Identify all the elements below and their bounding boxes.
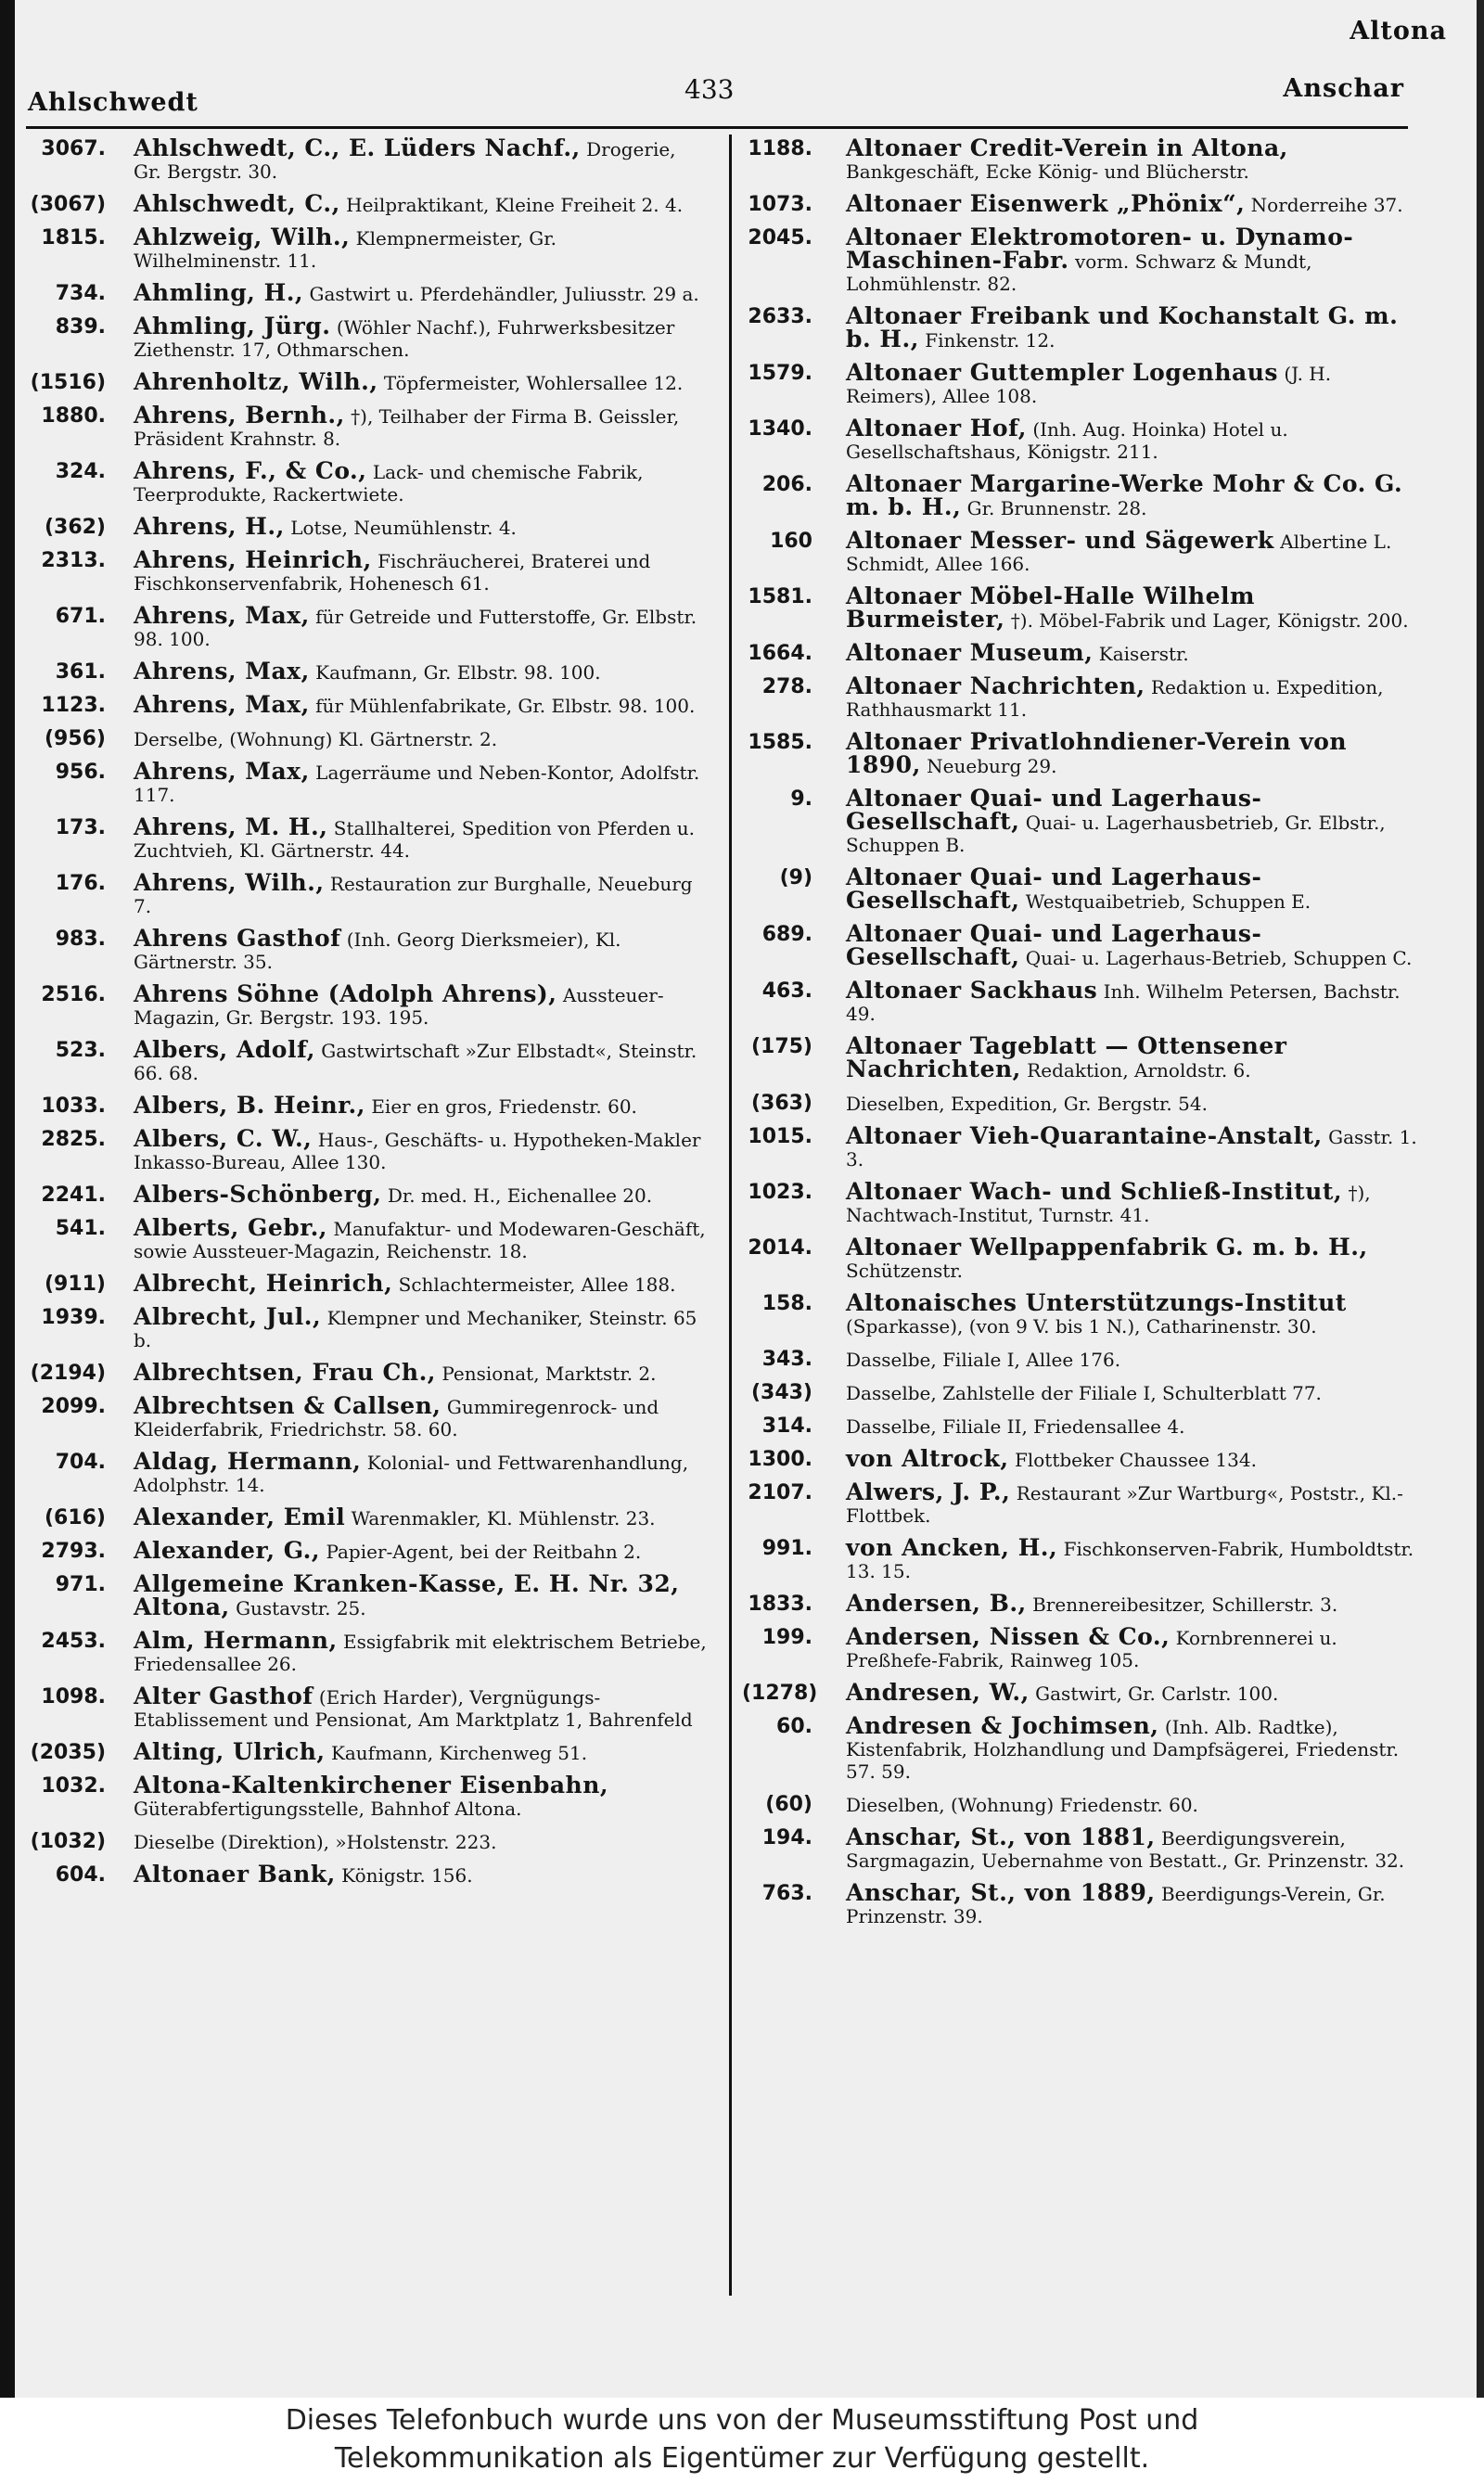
directory-entry xyxy=(742,639,1419,666)
subscriber-name: Ahrens Söhne (Adolph Ahrens), xyxy=(134,980,557,1007)
directory-entry xyxy=(742,1826,1419,1872)
subscriber-name: Altonaer Freibank und Kochanstalt G. m. b. H., xyxy=(846,302,1399,352)
phone-number: 671. xyxy=(55,605,106,628)
directory-entry xyxy=(742,582,1419,633)
directory-entry xyxy=(742,470,1419,520)
directory-entry xyxy=(22,457,709,506)
phone-number: 956. xyxy=(55,761,106,784)
directory-entry xyxy=(22,1214,709,1262)
directory-entry xyxy=(742,1793,1419,1816)
subscriber-name: Altonaer Sackhaus xyxy=(846,977,1098,1004)
subscriber-name: von Ancken, H., xyxy=(846,1534,1058,1561)
directory-entry xyxy=(22,660,709,684)
subscriber-name: Altonaer Wellpappenfabrik G. m. b. H., xyxy=(846,1234,1368,1261)
phone-number: 158. xyxy=(761,1292,812,1315)
directory-entry xyxy=(742,1289,1419,1337)
directory-entry xyxy=(742,1623,1419,1671)
left-column xyxy=(22,134,709,1897)
subscriber-name: Albers-Schönberg, xyxy=(134,1181,382,1208)
directory-entry xyxy=(22,758,709,806)
subscriber-name: Albers, Adolf, xyxy=(134,1036,315,1063)
subscriber-name: Altonaisches Unterstützungs-Institut xyxy=(846,1289,1347,1316)
subscriber-name: Ahrenholtz, Wilh., xyxy=(134,368,378,395)
subscriber-name: Altonaer Wach- und Schließ-Institut, xyxy=(846,1178,1343,1205)
phone-number: 1300. xyxy=(748,1448,812,1471)
subscriber-name: Altonaer Guttempler Logenhaus xyxy=(846,359,1278,386)
directory-entry xyxy=(742,1122,1419,1171)
subscriber-details: Brennereibesitzer, Schillerstr. 3. xyxy=(1032,1593,1338,1616)
phone-number: 2825. xyxy=(41,1128,106,1151)
subscriber-details: Eier en gros, Friedenstr. 60. xyxy=(371,1095,637,1118)
subscriber-details: Finkenstr. 12. xyxy=(925,329,1055,352)
phone-number: (616) xyxy=(44,1506,106,1529)
subscriber-name: Ahmling, H., xyxy=(134,279,304,306)
directory-entry xyxy=(22,727,709,750)
phone-number: (175) xyxy=(750,1035,812,1058)
subscriber-details: Essigfabrik mit elektrischem Betriebe, Friedensallee 26. xyxy=(134,1631,707,1675)
subscriber-name: Ahrens, F., & Co., xyxy=(134,457,367,484)
phone-number: 1833. xyxy=(748,1593,812,1616)
subscriber-name: Altonaer Quai- und Lagerhaus-Gesellschaft, xyxy=(846,864,1262,914)
phone-number: 60. xyxy=(776,1715,812,1738)
phone-number: 463. xyxy=(761,979,812,1003)
phone-number: (60) xyxy=(765,1793,812,1816)
phone-number: 1815. xyxy=(41,226,106,250)
subscriber-details: Gastwirt u. Pferdehändler, Juliusstr. 29 a. xyxy=(309,283,699,305)
subscriber-name: Altonaer Credit-Verein in Altona, xyxy=(846,134,1288,161)
directory-entry xyxy=(742,417,1419,463)
subscriber-details: Inh. Wilhelm Petersen, Bachstr. 49. xyxy=(846,980,1401,1025)
subscriber-name: Ahrens, Bernh., xyxy=(134,402,345,429)
phone-number: 2313. xyxy=(41,549,106,572)
phone-number: 199. xyxy=(761,1626,812,1649)
subscriber-details: Restauration zur Burghalle, Neueburg 7. xyxy=(134,873,693,917)
phone-number: 160 xyxy=(770,530,812,553)
subscriber-details: (Wöhler Nachf.), Fuhrwerksbesitzer Ziethenstr. 17, Othmarschen. xyxy=(134,316,675,361)
subscriber-name: Albrechtsen & Callsen, xyxy=(134,1392,441,1419)
phone-number: 1023. xyxy=(748,1181,812,1204)
subscriber-name: Altonaer Quai- und Lagerhaus-Gesellschaft, xyxy=(846,920,1262,970)
phone-number: 541. xyxy=(55,1217,106,1240)
subscriber-details: Dasselbe, Filiale II, Friedensallee 4. xyxy=(846,1415,1185,1438)
subscriber-details: Gustavstr. 25. xyxy=(236,1597,366,1619)
subscriber-details: Stallhalterei, Spedition von Pferden u. Zuchtvieh, Kl. Gärtnerstr. 44. xyxy=(134,817,696,862)
subscriber-details: Kaufmann, Gr. Elbstr. 98. 100. xyxy=(315,661,601,684)
subscriber-details: Kaiserstr. xyxy=(1098,643,1189,665)
subscriber-details: Heilpraktikant, Kleine Freiheit 2. 4. xyxy=(346,194,684,216)
subscriber-name: Altonaer Vieh-Quarantaine-Anstalt, xyxy=(846,1122,1323,1149)
subscriber-details: Haus-, Geschäfts- u. Hypotheken-Makler Inkasso-Bureau, Allee 130. xyxy=(134,1129,701,1173)
subscriber-details: für Mühlenfabrikate, Gr. Elbstr. 98. 100. xyxy=(315,695,696,717)
subscriber-name: Allgemeine Kranken-Kasse, E. H. Nr. 32, Altona, xyxy=(134,1570,680,1620)
subscriber-details: Töpfermeister, Wohlersallee 12. xyxy=(383,372,684,394)
phone-number: 1581. xyxy=(748,585,812,608)
subscriber-details: (Sparkasse), (von 9 V. bis 1 N.), Catharinenstr. 30. xyxy=(846,1315,1317,1337)
phone-number: 604. xyxy=(55,1863,106,1887)
directory-entry xyxy=(742,1590,1419,1617)
phone-number: 314. xyxy=(761,1414,812,1438)
subscriber-details: Kornbrennerei u. Preßhefe-Fabrik, Rainweg 105. xyxy=(846,1627,1337,1671)
phone-number: (956) xyxy=(44,727,106,750)
directory-entry xyxy=(742,527,1419,575)
subscriber-name: Albers, B. Heinr., xyxy=(134,1092,365,1119)
directory-entry xyxy=(22,1627,709,1675)
directory-entry xyxy=(742,359,1419,407)
subscriber-details: (Erich Harder), Vergnügungs-Etablissement und Pensionat, Am Marktplatz 1, Bahrenfeld xyxy=(134,1686,693,1731)
header-rule xyxy=(26,126,1408,129)
phone-number: (363) xyxy=(750,1092,812,1115)
phone-number: 206. xyxy=(761,473,812,496)
phone-number: 343. xyxy=(761,1348,812,1371)
subscriber-details: Königstr. 156. xyxy=(341,1864,473,1887)
subscriber-name: Altonaer Privatlohndiener-Verein von 1890, xyxy=(846,728,1348,778)
phone-number: 1939. xyxy=(41,1306,106,1329)
directory-entry xyxy=(742,302,1419,352)
right-column xyxy=(742,134,1419,1938)
subscriber-details: Flottbeker Chaussee 134. xyxy=(1014,1449,1257,1471)
phone-number: 361. xyxy=(55,660,106,684)
subscriber-details: Drogerie, Gr. Bergstr. 30. xyxy=(134,138,676,183)
directory-entry xyxy=(22,279,709,306)
subscriber-name: Anschar, St., von 1881, xyxy=(846,1824,1156,1850)
subscriber-name: Alter Gasthof xyxy=(134,1683,313,1709)
directory-entry xyxy=(22,1125,709,1173)
directory-entry xyxy=(742,1178,1419,1226)
directory-entry xyxy=(742,1236,1419,1282)
phone-number: 991. xyxy=(761,1537,812,1560)
directory-entry xyxy=(742,190,1419,217)
directory-entry xyxy=(22,1094,709,1118)
directory-entry xyxy=(742,979,1419,1025)
directory-entry xyxy=(742,866,1419,913)
phone-number: 1098. xyxy=(41,1685,106,1709)
subscriber-name: Alexander, Emil xyxy=(134,1504,346,1530)
directory-entry xyxy=(22,404,709,450)
phone-number: (343) xyxy=(750,1381,812,1404)
phone-number: 1340. xyxy=(748,417,812,441)
page-number: 433 xyxy=(684,74,735,105)
subscriber-name: Altonaer Elektromotoren- u. Dynamo-Maschinen-Fabr. xyxy=(846,224,1354,274)
subscriber-details: Norderreihe 37. xyxy=(1250,194,1403,216)
subscriber-details: Quai- u. Lagerhaus-Betrieb, Schuppen C. xyxy=(1025,947,1413,969)
directory-entry xyxy=(22,1270,709,1297)
phone-number: 2099. xyxy=(41,1395,106,1418)
directory-entry xyxy=(22,134,709,183)
subscriber-details: †). Möbel-Fabrik und Lager, Königstr. 200. xyxy=(1010,609,1409,632)
directory-entry xyxy=(742,226,1419,295)
subscriber-details: Güterabfertigungsstelle, Bahnhof Altona. xyxy=(134,1798,522,1820)
directory-entry xyxy=(22,546,709,595)
subscriber-details: Pensionat, Marktstr. 2. xyxy=(441,1363,657,1385)
subscriber-details: †), Teilhaber der Firma B. Geissler, Präsident Krahnstr. 8. xyxy=(134,405,680,450)
subscriber-details: Manufaktur- und Modewaren-Geschäft, sowie Aussteuer-Magazin, Reichenstr. 18. xyxy=(134,1218,706,1262)
directory-entry xyxy=(22,1036,709,1084)
directory-entry xyxy=(742,1445,1419,1472)
phone-number: 324. xyxy=(55,460,106,483)
subscriber-name: Aldag, Hermann, xyxy=(134,1448,362,1475)
subscriber-details: (Inh. Aug. Hoinka) Hotel u. Gesellschaftshaus, Königstr. 211. xyxy=(846,418,1288,463)
directory-entry xyxy=(22,1738,709,1765)
subscriber-name: Altonaer Hof, xyxy=(846,415,1027,442)
phone-number: 1032. xyxy=(41,1774,106,1798)
phone-number: 278. xyxy=(761,675,812,698)
subscriber-details: (J. H. Reimers), Allee 108. xyxy=(846,363,1332,407)
subscriber-name: Alexander, G., xyxy=(134,1537,321,1564)
subscriber-details: Restaurant »Zur Wartburg«, Poststr., Kl.-Flottbek. xyxy=(846,1482,1403,1527)
directory-entry xyxy=(22,869,709,917)
directory-entry xyxy=(22,925,709,973)
phone-number: 176. xyxy=(55,872,106,895)
phone-number: 2633. xyxy=(748,305,812,328)
directory-entry xyxy=(742,134,1419,183)
directory-entry xyxy=(742,787,1419,856)
directory-entry xyxy=(742,1092,1419,1115)
subscriber-name: Alm, Hermann, xyxy=(134,1627,338,1654)
subscriber-details: Dasselbe, Zahlstelle der Filiale I, Schulterblatt 77. xyxy=(846,1382,1322,1404)
directory-entry xyxy=(742,1032,1419,1082)
subscriber-details: für Getreide und Futterstoffe, Gr. Elbstr. 98. 100. xyxy=(134,606,697,650)
subscriber-name: von Altrock, xyxy=(846,1445,1009,1472)
subscriber-name: Altonaer Tageblatt — Ottensener Nachrichten, xyxy=(846,1032,1287,1082)
subscriber-details: Albertine L. Schmidt, Allee 166. xyxy=(846,531,1392,575)
subscriber-details: Kaufmann, Kirchenweg 51. xyxy=(330,1742,588,1764)
subscriber-details: Dieselben, (Wohnung) Friedenstr. 60. xyxy=(846,1794,1198,1816)
directory-entry xyxy=(742,1679,1419,1706)
subscriber-name: Alting, Ulrich, xyxy=(134,1738,326,1765)
subscriber-name: Altonaer Eisenwerk „Phönix“, xyxy=(846,190,1246,217)
phone-number: 2241. xyxy=(41,1184,106,1207)
phone-number: 1188. xyxy=(748,137,812,160)
subscriber-name: Albrecht, Heinrich, xyxy=(134,1270,393,1297)
subscriber-details: Klempner und Mechaniker, Steinstr. 65 b. xyxy=(134,1307,697,1351)
subscriber-name: Alberts, Gebr., xyxy=(134,1214,328,1241)
directory-entry xyxy=(22,1830,709,1853)
directory-entry xyxy=(742,1348,1419,1371)
subscriber-details: Fischkonserven-Fabrik, Humboldtstr. 13. 15. xyxy=(846,1538,1414,1582)
subscriber-details: Lotse, Neumühlenstr. 4. xyxy=(290,517,517,539)
footer-line-2: Telekommunikation als Eigentümer zur Verfügung gestellt. xyxy=(334,2442,1150,2475)
phone-number: 2107. xyxy=(748,1481,812,1504)
subscriber-name: Altonaer Messer- und Sägewerk xyxy=(846,527,1274,554)
subscriber-details: Lagerräume und Neben-Kontor, Adolfstr. 117. xyxy=(134,762,700,806)
subscriber-name: Ahlschwedt, C., E. Lüders Nachf., xyxy=(134,134,581,161)
subscriber-name: Altonaer Margarine-Werke Mohr & Co. G. m. b. H., xyxy=(846,470,1403,520)
phone-number: (9) xyxy=(779,866,812,890)
directory-entry xyxy=(22,315,709,361)
subscriber-name: Ahrens, Max, xyxy=(134,658,310,685)
subscriber-name: Altonaer Quai- und Lagerhaus-Gesellschaft, xyxy=(846,785,1262,835)
phone-number: 689. xyxy=(761,923,812,946)
phone-number: 2516. xyxy=(41,983,106,1006)
directory-entry xyxy=(22,602,709,650)
phone-number: (2035) xyxy=(30,1741,106,1764)
phone-number: 2453. xyxy=(41,1630,106,1653)
phone-number: (1278) xyxy=(742,1682,818,1705)
phone-number: (1032) xyxy=(30,1830,106,1853)
directory-entry xyxy=(22,368,709,395)
subscriber-details: Redaktion, Arnoldstr. 6. xyxy=(1027,1059,1251,1082)
subscriber-details: Derselbe, (Wohnung) Kl. Gärtnerstr. 2. xyxy=(134,728,498,750)
directory-entry xyxy=(22,513,709,540)
phone-number: 1664. xyxy=(748,642,812,665)
subscriber-details: Dr. med. H., Eichenallee 20. xyxy=(387,1184,653,1207)
subscriber-name: Andresen, W., xyxy=(846,1679,1030,1706)
subscriber-details: Beerdigungs-Verein, Gr. Prinzenstr. 39. xyxy=(846,1883,1386,1927)
directory-entry xyxy=(742,728,1419,778)
directory-entry xyxy=(22,1863,709,1887)
subscriber-details: Beerdigungsverein, Sargmagazin, Uebernahme von Bestatt., Gr. Prinzenstr. 32. xyxy=(846,1827,1405,1872)
directory-entry xyxy=(22,1181,709,1208)
subscriber-name: Albers, C. W., xyxy=(134,1125,313,1152)
directory-entry xyxy=(22,1537,709,1564)
directory-entry xyxy=(22,980,709,1029)
subscriber-details: Dieselbe (Direktion), »Holstenstr. 223. xyxy=(134,1831,497,1853)
directory-entry xyxy=(22,1303,709,1351)
subscriber-details: Redaktion u. Expedition, Rathhausmarkt 11. xyxy=(846,676,1384,721)
subscriber-details: †), Nachtwach-Institut, Turnstr. 41. xyxy=(846,1182,1371,1226)
subscriber-details: Neueburg 29. xyxy=(927,755,1057,777)
subscriber-name: Andresen & Jochimsen, xyxy=(846,1712,1159,1739)
directory-entry xyxy=(22,1359,709,1386)
subscriber-details: Gummiregenrock- und Kleiderfabrik, Friedrichstr. 58. 60. xyxy=(134,1396,659,1440)
subscriber-name: Altonaer Nachrichten, xyxy=(846,672,1145,699)
subscriber-details: Schützenstr. xyxy=(846,1260,963,1282)
subscriber-details: Schlachtermeister, Allee 188. xyxy=(398,1273,676,1296)
subscriber-name: Albrecht, Jul., xyxy=(134,1303,322,1330)
phone-number: 173. xyxy=(55,816,106,839)
phone-number: 763. xyxy=(761,1882,812,1905)
directory-entry xyxy=(22,190,709,217)
column-divider xyxy=(729,134,732,2296)
subscriber-details: vorm. Schwarz & Mundt, Lohmühlenstr. 82. xyxy=(846,250,1312,295)
subscriber-details: Warenmakler, Kl. Mühlenstr. 23. xyxy=(351,1507,656,1529)
phone-number: 2793. xyxy=(41,1540,106,1563)
phone-number: 1073. xyxy=(748,193,812,216)
directory-entry xyxy=(742,1534,1419,1582)
subscriber-details: Kolonial- und Fettwarenhandlung, Adolphstr. 14. xyxy=(134,1452,689,1496)
subscriber-details: Gasstr. 1. 3. xyxy=(846,1126,1417,1171)
phone-number: 1585. xyxy=(748,731,812,754)
directory-entry xyxy=(22,1448,709,1496)
subscriber-name: Alwers, J. P., xyxy=(846,1478,1011,1505)
phone-number: (1516) xyxy=(30,371,106,394)
header-left-keyword: Ahlschwedt xyxy=(28,88,198,117)
subscriber-details: Gr. Brunnenstr. 28. xyxy=(966,497,1147,519)
phone-number: 704. xyxy=(55,1451,106,1474)
subscriber-name: Ahrens, Heinrich, xyxy=(134,546,372,573)
subscriber-name: Altonaer Bank, xyxy=(134,1861,336,1888)
phone-number: 9. xyxy=(790,787,812,811)
directory-entry xyxy=(742,1879,1419,1927)
directory-entry xyxy=(742,672,1419,721)
directory-entry xyxy=(742,1414,1419,1438)
directory-entry xyxy=(742,920,1419,970)
subscriber-name: Andersen, B., xyxy=(846,1590,1027,1617)
directory-entry xyxy=(22,226,709,272)
directory-entry xyxy=(742,1381,1419,1404)
phone-number: 1123. xyxy=(41,694,106,717)
directory-entry xyxy=(22,1392,709,1440)
subscriber-details: Papier-Agent, bei der Reitbahn 2. xyxy=(326,1541,642,1563)
phone-number: (3067) xyxy=(30,193,106,216)
subscriber-details: Fischräucherei, Braterei und Fischkonservenfabrik, Hohenesch 61. xyxy=(134,550,651,595)
directory-entry xyxy=(742,1478,1419,1527)
subscriber-name: Ahrens, Max, xyxy=(134,602,310,629)
header-city: Altona xyxy=(1350,17,1447,45)
phone-number: 2045. xyxy=(748,226,812,250)
phone-number: 983. xyxy=(55,928,106,951)
subscriber-details: Dasselbe, Filiale I, Allee 176. xyxy=(846,1349,1121,1371)
phone-number: (911) xyxy=(44,1273,106,1296)
subscriber-name: Ahrens, H., xyxy=(134,513,285,540)
footer-notice xyxy=(0,2398,1484,2483)
phone-number: 1880. xyxy=(41,404,106,428)
subscriber-details: Bankgeschäft, Ecke König- und Blücherstr. xyxy=(846,160,1249,183)
phone-number: 1579. xyxy=(748,362,812,385)
subscriber-details: Dieselben, Expedition, Gr. Bergstr. 54. xyxy=(846,1093,1208,1115)
subscriber-details: Westquaibetrieb, Schuppen E. xyxy=(1025,890,1311,913)
subscriber-name: Ahrens, M. H., xyxy=(134,813,328,840)
subscriber-name: Ahmling, Jürg. xyxy=(134,313,331,339)
phone-number: 971. xyxy=(55,1573,106,1596)
directory-entry xyxy=(22,1774,709,1820)
phone-number: 734. xyxy=(55,282,106,305)
subscriber-details: Gastwirt, Gr. Carlstr. 100. xyxy=(1035,1683,1279,1705)
directory-entry xyxy=(22,691,709,718)
phone-number: 1033. xyxy=(41,1094,106,1118)
subscriber-name: Albrechtsen, Frau Ch., xyxy=(134,1359,437,1386)
subscriber-details: Lack- und chemische Fabrik, Teerprodukte, Rackertwiete. xyxy=(134,461,644,506)
subscriber-name: Andersen, Nissen & Co., xyxy=(846,1623,1171,1650)
footer-line-1: Dieses Telefonbuch wurde uns von der Museumsstiftung Post und xyxy=(285,2404,1199,2437)
phone-number: 523. xyxy=(55,1039,106,1062)
subscriber-name: Altonaer Museum, xyxy=(846,639,1094,666)
subscriber-details: (Inh. Georg Dierksmeier), Kl. Gärtnerstr. 35. xyxy=(134,928,621,973)
subscriber-details: (Inh. Alb. Radtke), Kistenfabrik, Holzhandlung und Dampfsägerei, Friedenstr. 57. 59. xyxy=(846,1716,1400,1783)
subscriber-name: Ahrens Gasthof xyxy=(134,925,341,952)
subscriber-details: Quai- u. Lagerhausbetrieb, Gr. Elbstr., Schuppen B. xyxy=(846,812,1386,856)
phone-number: (362) xyxy=(44,516,106,539)
subscriber-details: Klempnermeister, Gr. Wilhelminenstr. 11. xyxy=(134,227,556,272)
subscriber-name: Altona-Kaltenkirchener Eisenbahn, xyxy=(134,1772,609,1798)
header-right-keyword: Anschar xyxy=(1283,74,1404,103)
phone-number: 2014. xyxy=(748,1236,812,1260)
subscriber-name: Altonaer Möbel-Halle Wilhelm Burmeister, xyxy=(846,582,1255,633)
phone-number: (2194) xyxy=(30,1362,106,1385)
subscriber-details: Gastwirtschaft »Zur Elbstadt«, Steinstr. 66. 68. xyxy=(134,1040,697,1084)
directory-entry xyxy=(22,1685,709,1731)
subscriber-name: Ahlzweig, Wilh., xyxy=(134,224,351,250)
subscriber-name: Ahrens, Max, xyxy=(134,758,310,785)
phone-number: 1015. xyxy=(748,1125,812,1148)
directory-entry xyxy=(22,1506,709,1529)
subscriber-name: Ahrens, Wilh., xyxy=(134,869,325,896)
subscriber-name: Anschar, St., von 1889, xyxy=(846,1879,1156,1906)
subscriber-name: Ahlschwedt, C., xyxy=(134,190,340,217)
directory-entry xyxy=(22,813,709,862)
subscriber-name: Ahrens, Max, xyxy=(134,691,310,718)
directory-entry xyxy=(22,1570,709,1620)
subscriber-details: Aussteuer-Magazin, Gr. Bergstr. 193. 195. xyxy=(134,984,664,1029)
directory-entry xyxy=(742,1712,1419,1783)
phone-number: 194. xyxy=(761,1826,812,1849)
phone-number: 3067. xyxy=(41,137,106,160)
phone-number: 839. xyxy=(55,315,106,339)
